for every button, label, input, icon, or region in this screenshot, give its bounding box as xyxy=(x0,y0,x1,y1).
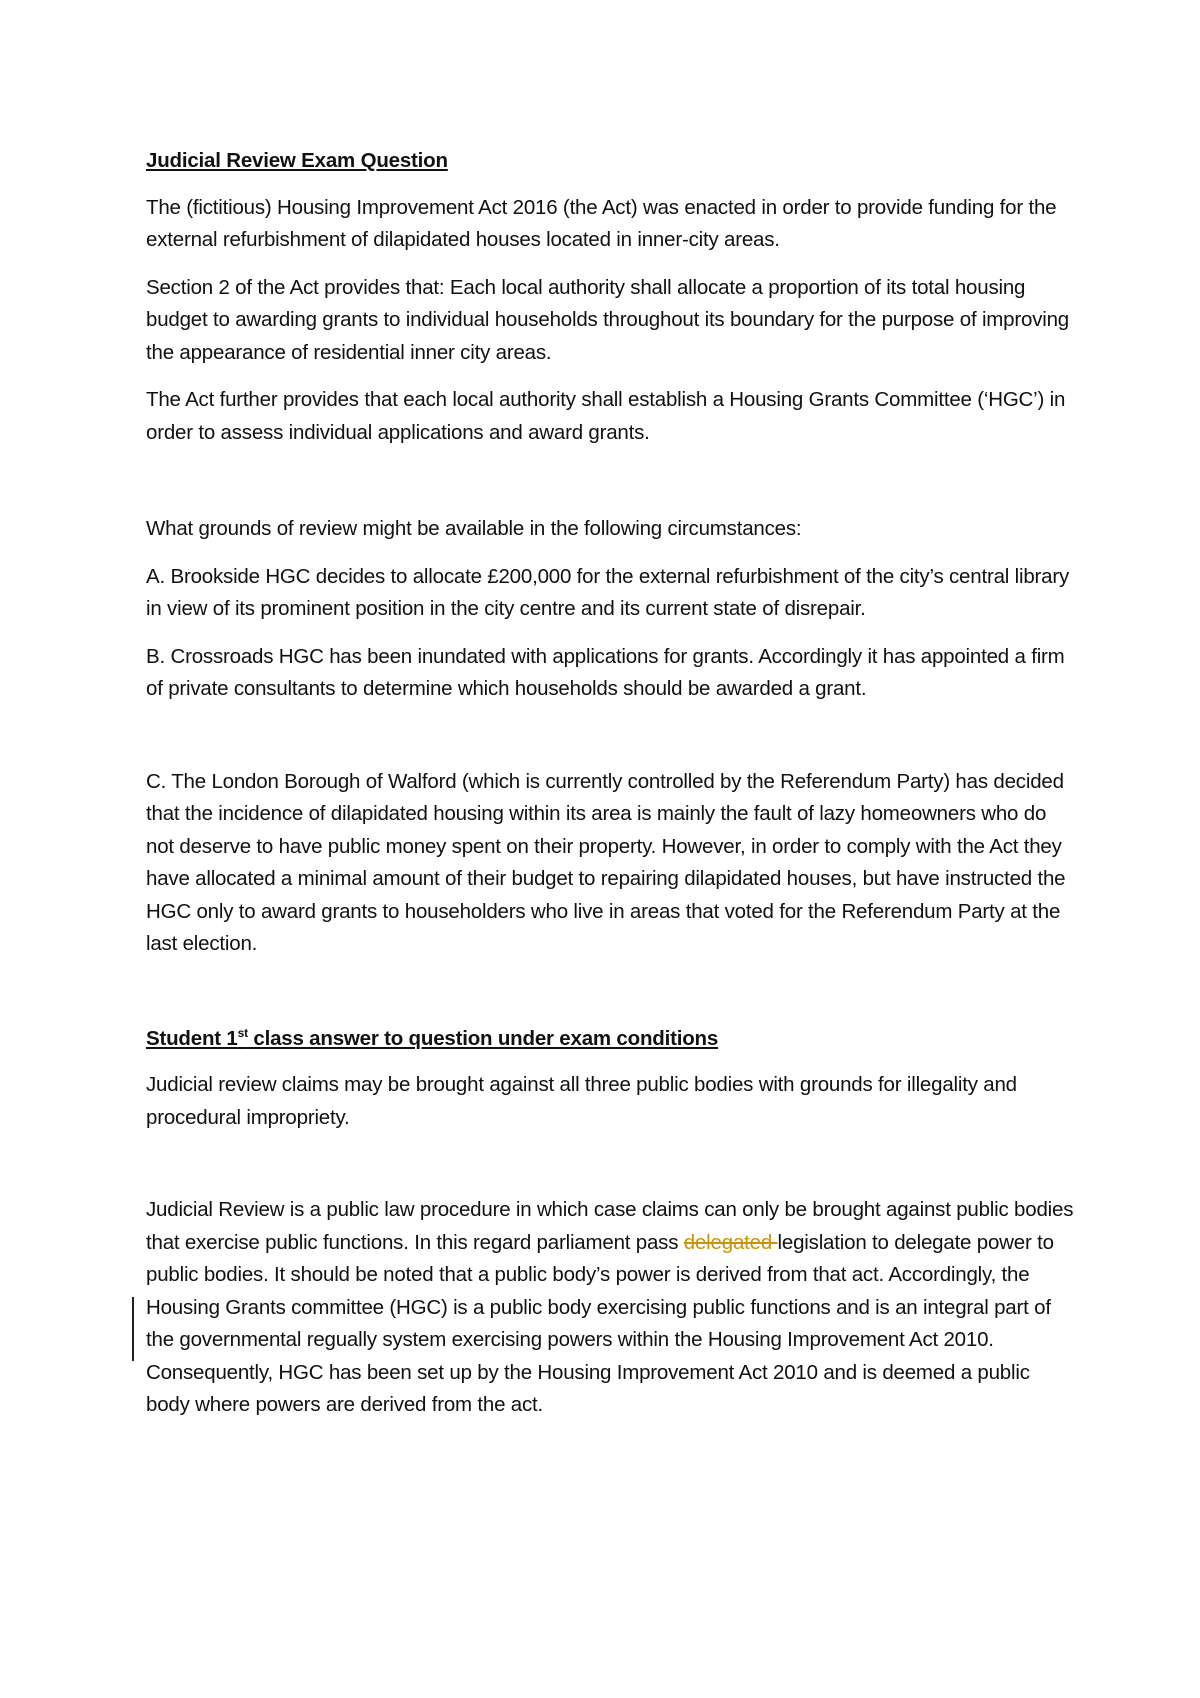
answer-title xyxy=(146,1023,1076,1056)
question-intro-2: Section 2 of the Act provides that: Each local authority shall allocate a proportion of its total housing budget to awarding grants to individual households throughout its boundary for the purpose of improving the appearance of residential inner city areas. xyxy=(146,275,1070,364)
document-body xyxy=(146,145,1076,1422)
question-intro-3: The Act further provides that each local authority shall establish a Housing Grants Committee (‘HGC’) in order to assess individual applications and award grants. xyxy=(146,388,1066,444)
answer-paragraph-2-before: Judicial Review is a public law procedure in which case claims can only be brought against public bodies that exercise public functions. In this regard parliament pass xyxy=(146,1198,1074,1254)
revision-change-bar xyxy=(132,1297,134,1361)
tracked-deletion: delegated xyxy=(683,1230,778,1254)
question-intro-1: The (fictitious) Housing Improvement Act 2016 (the Act) was enacted in order to provide funding for the external refurbishment of dilapidated houses located in inner-city areas. xyxy=(146,195,1057,251)
answer-paragraph-1: Judicial review claims may be brought against all three public bodies with grounds for illegality and procedural impropriety. xyxy=(146,1073,1017,1129)
answer-paragraph-2-after: legislation to delegate power to public bodies. It should be noted that a public body’s power is derived from that act. Accordingly, the Housing Grants committee (HGC) is a public body exercising public functions and is an integral part of the governmental regually system exercising powers within the Housing Improvement Act 2010. Consequently, HGC has been set up by the Housing Improvement Act 2010 and is deemed a public body where powers are derived from the act. xyxy=(146,1230,1054,1416)
answer-paragraph-2 xyxy=(146,1194,1076,1422)
question-prompt: What grounds of review might be available in the following circumstances: xyxy=(146,517,802,540)
answer-title-post: class answer to question under exam conditions xyxy=(247,1026,719,1050)
question-part-b: B. Crossroads HGC has been inundated with applications for grants. Accordingly it has appointed a firm of private consultants to determine which households should be awarded a grant. xyxy=(146,644,1065,700)
answer-title-superscript: st xyxy=(237,1025,248,1040)
question-part-a: A. Brookside HGC decides to allocate £200,000 for the external refurbishment of the city’s central library in view of its prominent position in the city centre and its current state of disrepair. xyxy=(146,564,1070,620)
question-title: Judicial Review Exam Question xyxy=(146,149,448,172)
answer-title-pre: Student 1 xyxy=(146,1026,238,1050)
question-part-c: C. The London Borough of Walford (which is currently controlled by the Referendum Party) has decided that the incidence of dilapidated housing within its area is mainly the fault of lazy homeowners who do not deserve to have public money spent on their property. However, in order to comply with the Act they have allocated a minimal amount of their budget to repairing dilapidated houses, but have instructed the HGC only to award grants to householders who live in areas that voted for the Referendum Party at the last election. xyxy=(146,769,1066,955)
